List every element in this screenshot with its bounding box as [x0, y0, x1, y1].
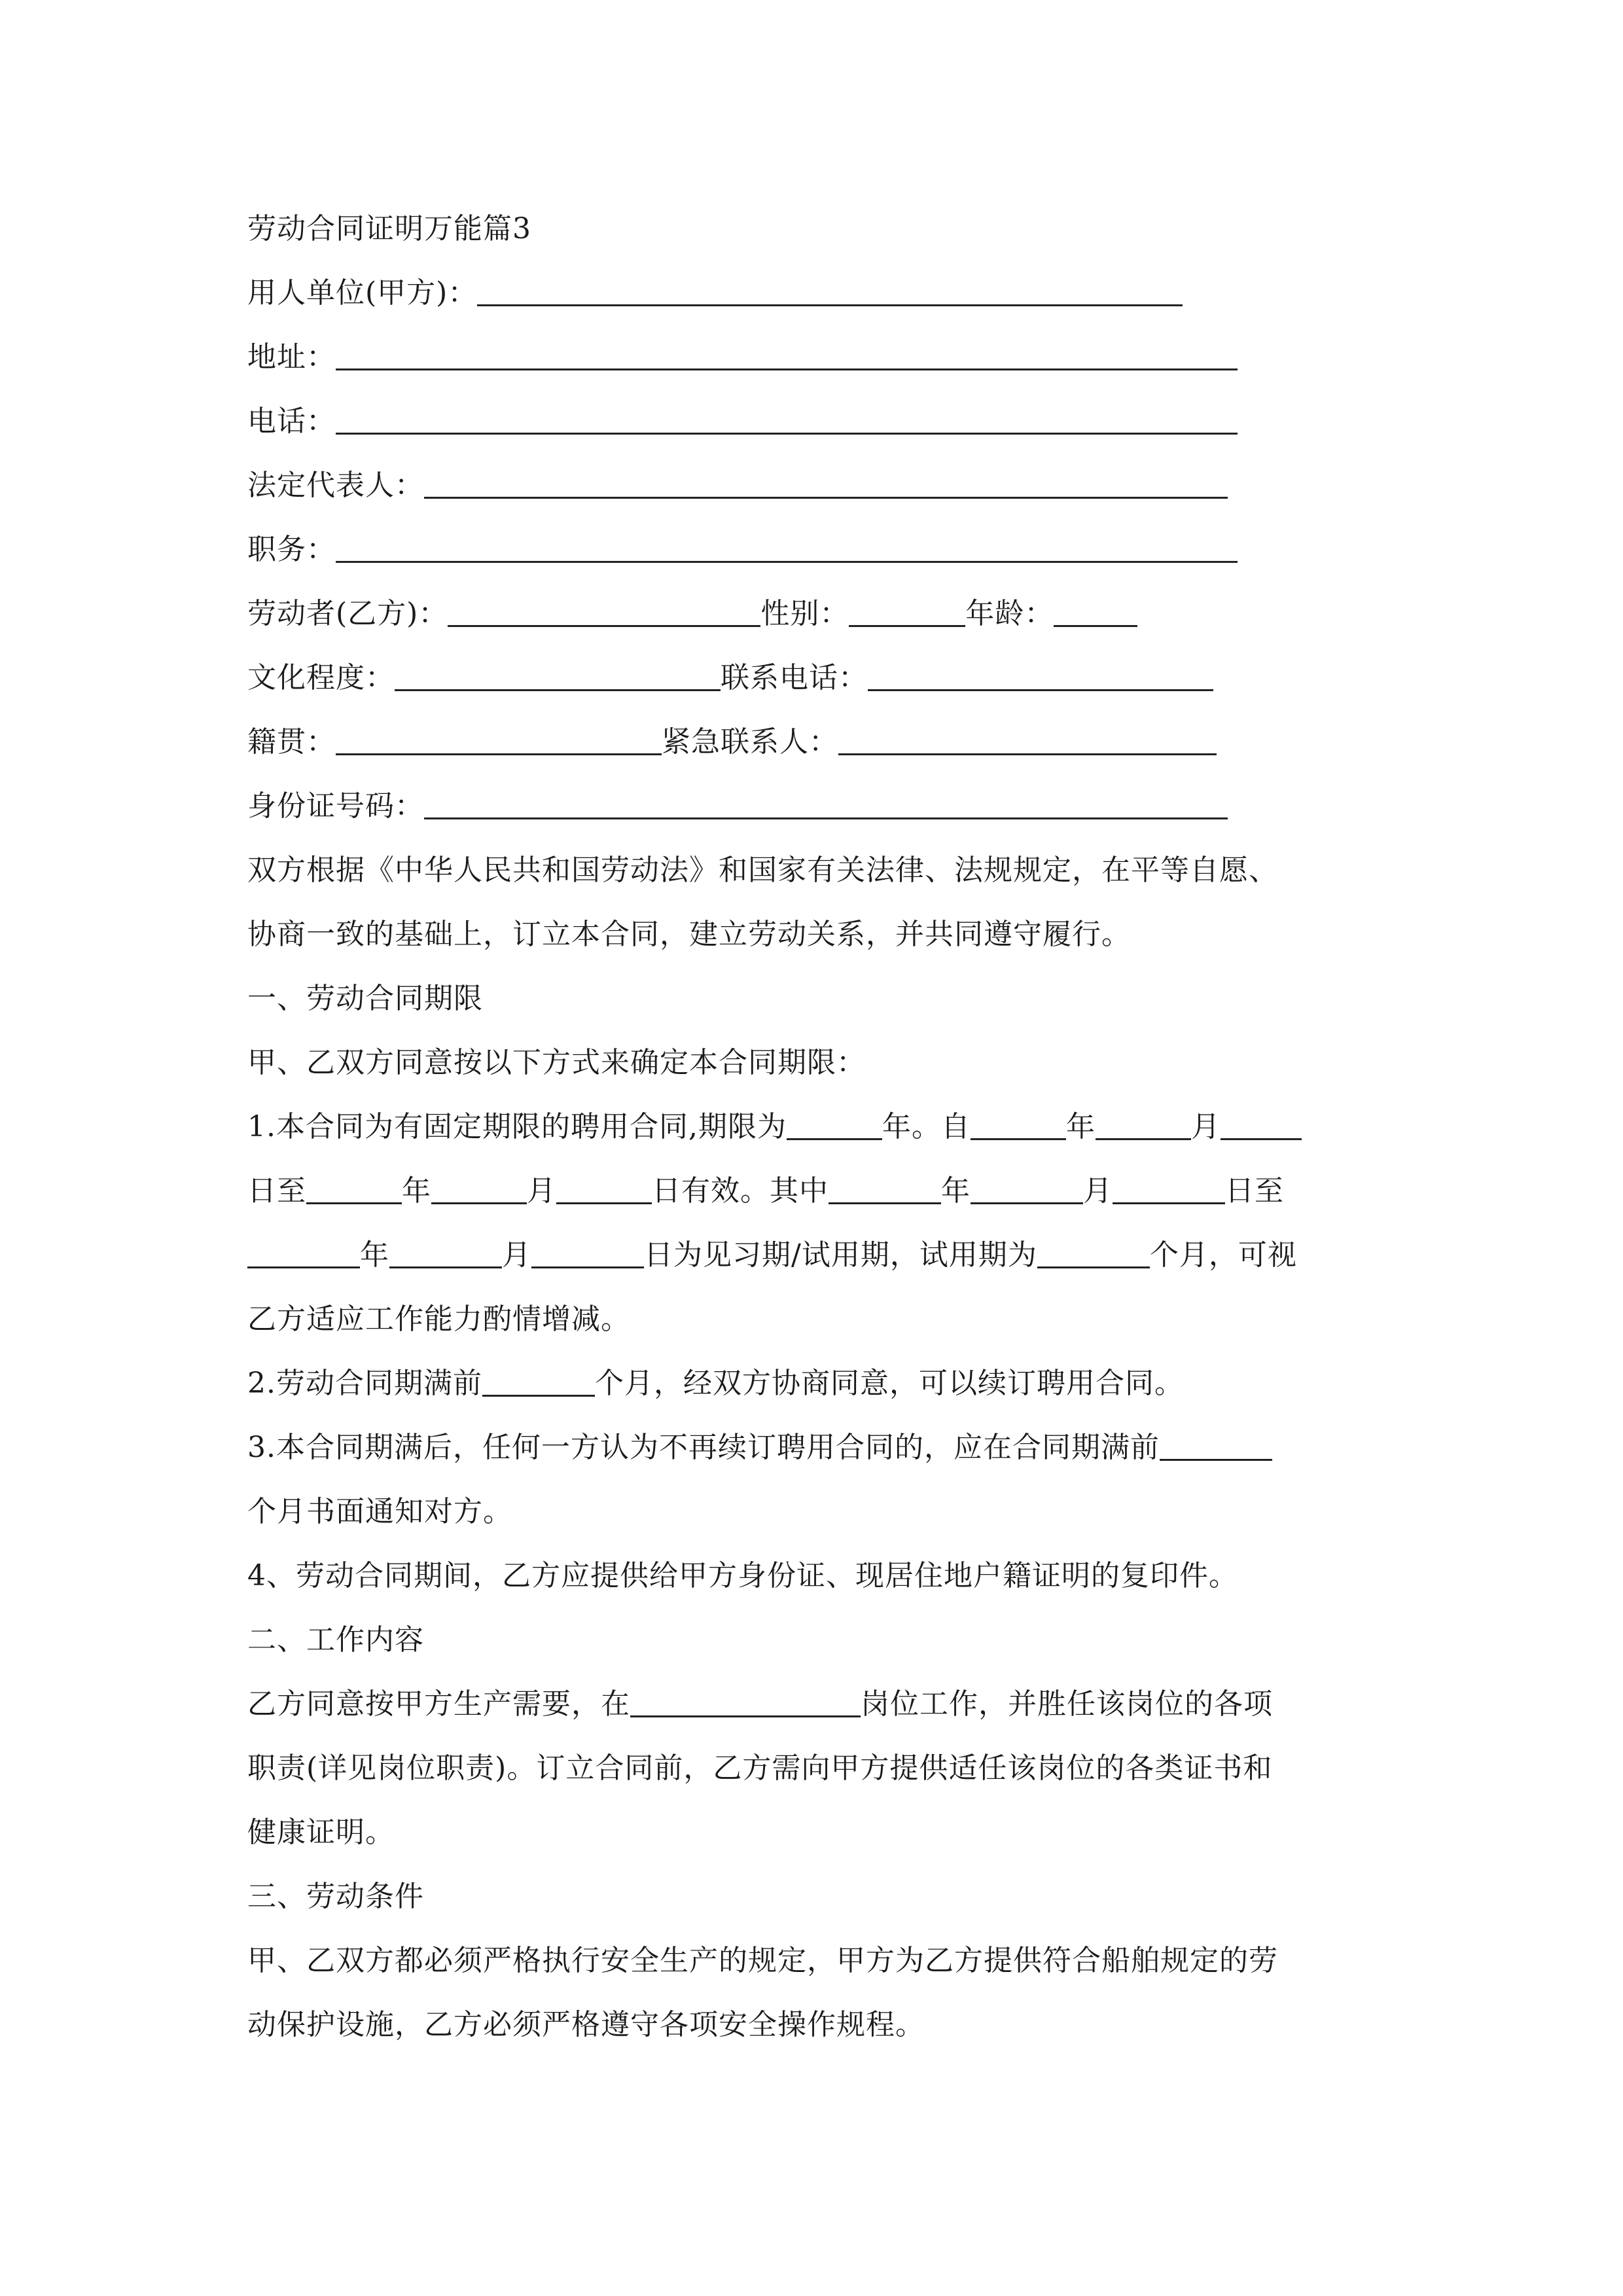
probation-months-blank[interactable] [1037, 1234, 1150, 1268]
employer-blank[interactable] [477, 272, 1183, 306]
work-conditions-line-1: 甲、乙双方都必须严格执行安全生产的规定，甲方为乙方提供符合船舶规定的劳 [247, 1944, 1278, 1977]
work-content-line-1: 乙方同意按甲方生产需要，在 岗位工作，并胜任该岗位的各项 [247, 1678, 1273, 1731]
phone-blank[interactable] [336, 400, 1238, 435]
position-field [247, 524, 1238, 576]
term-item-4: 4、劳动合同期间，乙方应提供给甲方身份证、现居住地户籍证明的复印件。 [247, 1559, 1238, 1592]
worker-field-row [247, 588, 1137, 640]
work-content-line-3: 健康证明。 [247, 1816, 395, 1849]
id-number-label: 身份证号码： [247, 789, 424, 823]
legal-rep-label: 法定代表人： [247, 469, 424, 502]
intro-paragraph-line-2: 协商一致的基础上，订立本合同，建立劳动关系，并共同遵守履行。 [247, 918, 1131, 951]
end-year-blank[interactable] [306, 1170, 402, 1204]
probation-start-month-blank[interactable] [971, 1170, 1083, 1204]
section-2-heading: 二、工作内容 [247, 1623, 424, 1657]
end-day-blank[interactable] [556, 1170, 652, 1204]
position-label: 职务： [247, 533, 336, 566]
gender-blank[interactable] [849, 592, 965, 627]
term-item-3-line-1: 3.本合同期满后，任何一方认为不再续订聘用合同的，应在合同期满前 [247, 1422, 1272, 1474]
section-3-heading: 三、劳动条件 [247, 1880, 424, 1913]
section-1-lead: 甲、乙双方同意按以下方式来确定本合同期限： [247, 1046, 866, 1079]
age-label: 年龄： [965, 597, 1054, 630]
work-conditions-line-2: 动保护设施，乙方必须严格遵守各项安全操作规程。 [247, 2008, 925, 2041]
job-post-blank[interactable] [630, 1683, 861, 1717]
term-item-2: 2.劳动合同期满前 个月，经双方协商同意，可以续订聘用合同。 [247, 1357, 1184, 1410]
renewal-months-blank[interactable] [482, 1362, 595, 1397]
education-blank[interactable] [395, 656, 721, 691]
probation-start-year-blank[interactable] [829, 1170, 941, 1204]
end-month-blank[interactable] [431, 1170, 527, 1204]
section-1-heading: 一、劳动合同期限 [247, 982, 483, 1015]
address-label: 地址： [247, 340, 336, 374]
legal-rep-blank[interactable] [424, 464, 1228, 499]
age-blank[interactable] [1054, 592, 1137, 627]
education-field-row [247, 652, 1213, 704]
id-number-field [247, 780, 1228, 833]
id-number-blank[interactable] [424, 785, 1228, 819]
probation-end-year-blank[interactable] [247, 1234, 360, 1268]
work-content-line-2: 职责(详见岗位职责)。订立合同前，乙方需向甲方提供适任该岗位的各类证书和 [247, 1751, 1273, 1785]
phone-label: 电话： [247, 404, 336, 438]
term-years-blank[interactable] [787, 1105, 882, 1140]
emergency-contact-label: 紧急联系人： [662, 725, 838, 759]
start-month-blank[interactable] [1096, 1105, 1191, 1140]
probation-start-day-blank[interactable] [1113, 1170, 1225, 1204]
probation-end-day-blank[interactable] [531, 1234, 644, 1268]
term-item-1-line-3: 年 月 日为见习期/试用期，试用期为 个月，可视 [247, 1229, 1297, 1282]
worker-blank[interactable] [448, 592, 760, 627]
term-item-1-line-4: 乙方适应工作能力酌情增减。 [247, 1302, 630, 1336]
contact-phone-label: 联系电话： [721, 661, 868, 694]
position-blank[interactable] [336, 528, 1238, 563]
document-title: 劳动合同证明万能篇3 [247, 212, 531, 245]
gender-label: 性别： [760, 597, 849, 630]
employer-field [247, 267, 1183, 319]
address-blank[interactable] [336, 336, 1238, 370]
contact-phone-blank[interactable] [868, 656, 1213, 691]
origin-field-row [247, 716, 1217, 768]
probation-end-month-blank[interactable] [389, 1234, 502, 1268]
start-year-blank[interactable] [971, 1105, 1066, 1140]
notice-months-blank[interactable] [1160, 1426, 1272, 1461]
address-field [247, 331, 1238, 384]
phone-field [247, 395, 1238, 448]
intro-paragraph-line-1: 双方根据《中华人民共和国劳动法》和国家有关法律、法规规定，在平等自愿、 [247, 853, 1278, 887]
emergency-contact-blank[interactable] [838, 721, 1217, 755]
legal-rep-field [247, 459, 1228, 512]
term-item-3-line-2: 个月书面通知对方。 [247, 1495, 512, 1528]
term-item-1-line-2: 日至 年 月 日有效。其中 年 月 日至 [247, 1165, 1284, 1217]
origin-blank[interactable] [336, 721, 662, 755]
worker-label: 劳动者(乙方)： [247, 597, 448, 630]
term-item-1-line-1: 1.本合同为有固定期限的聘用合同,期限为 年。自 年 月 [247, 1101, 1302, 1153]
start-day-blank[interactable] [1221, 1105, 1302, 1140]
employer-label: 用人单位(甲方)： [247, 276, 478, 310]
education-label: 文化程度： [247, 661, 395, 694]
origin-label: 籍贯： [247, 725, 336, 759]
